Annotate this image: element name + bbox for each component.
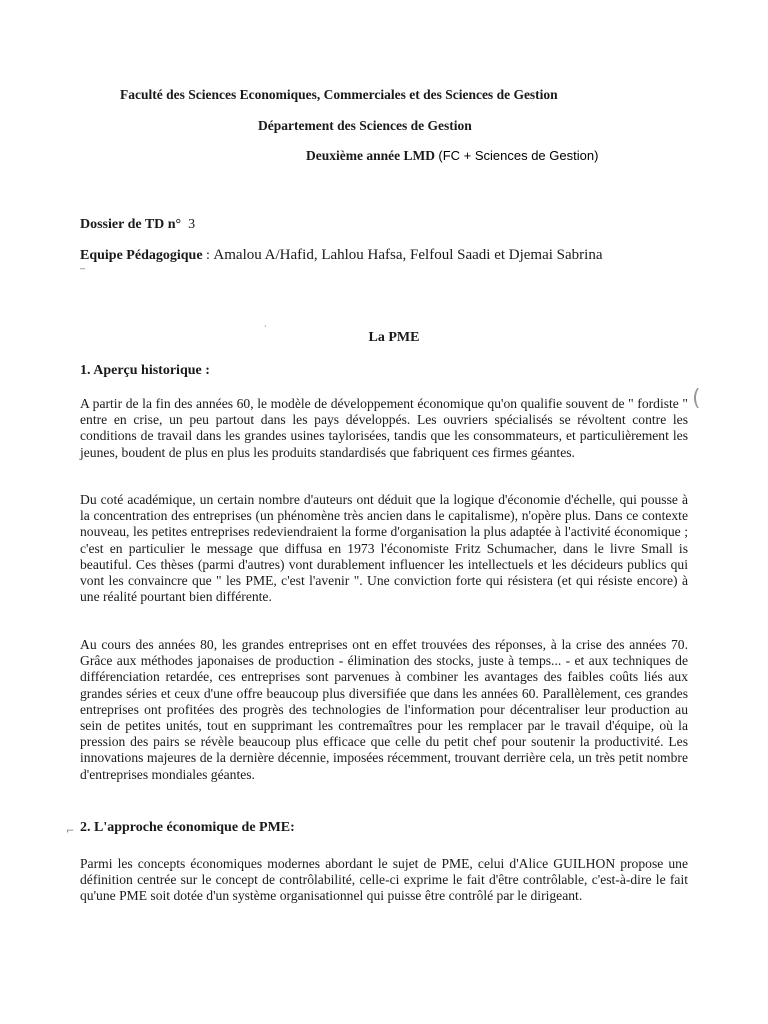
dossier-line [80,217,195,233]
scan-mark: ⌐ [66,826,75,837]
section-2-paragraph-1: Parmi les concepts économiques modernes abordant le sujet de PME, celui d'Alice GUILHON propose une définition centrée sur le concept de contrôlabilité, celle-ci exprime le fait d'être contrôlable, c'est-à-dire le fait qu'une PME soit dotée d'un système organisationnel qui puisse être contrôlé par le dirigeant. [80,856,688,904]
team-separator: : [206,248,210,263]
dossier-label: Dossier de TD n° [80,217,182,232]
department-heading: Département des Sciences de Gestion [258,118,472,133]
year-programme: (FC + Sciences de Gestion) [438,148,599,163]
section-1-paragraph-1: A partir de la fin des années 60, le modèle de développement économique qu'on qualifie souvent de " fordiste " entre en crise, un peu partout dans les pays développés. Les ouvriers spécialisés se révoltent contre les conditions de travail dans les grandes usines taylorisées, tandis que les consommateurs, et particulièrement les jeunes, boudent de plus en plus les produits standardisés que fabriquent ces firmes géantes. [80,396,688,460]
year-label: Deuxième année LMD [306,148,435,163]
margin-bracket: ( [692,386,701,411]
section-1-heading: 1. Aperçu historique : [80,363,210,378]
section-1-paragraph-2: Du coté académique, un certain nombre d'auteurs ont déduit que la logique d'économie d'échelle, qui pousse à la concentration des entreprises (un phénomène très ancien dans le capitalisme), n'opère plus. Dans ce contexte nouveau, les petites entreprises redeviendraient la forme d'organisation la plus adaptée à l'activité économique ; c'est en particulier le message que diffusa en 1973 l'économiste Fritz Schumacher, dans le livre Small is beautiful. Ces thèses (parmi d'autres) vont durablement influencer les intellectuels et les décideurs publics qui vont les convaincre que " les PME, c'est l'avenir ". Une conviction forte qui résistera (et qui résiste encore) à une réalité pourtant bien différente. [80,492,688,605]
scan-dot: · [264,322,267,332]
faculty-heading: Faculté des Sciences Economiques, Commerciales et des Sciences de Gestion [120,87,558,102]
team-line [80,247,603,264]
team-label: Equipe Pédagogique [80,248,203,263]
section-2-heading: 2. L'approche économique de PME: [80,820,295,835]
section-1-paragraph-3: Au cours des années 80, les grandes entreprises ont en effet trouvées des réponses, à la crise des années 70. Grâce aux méthodes japonaises de production - élimination des stocks, juste à temps... - et aux techniques de différenciation retardée, ces entreprises sont parvenues à combiner les avantages des faibles coûts liés aux grandes séries et ceux d'une offre beaucoup plus diversifiée que dans les années 60. Parallèlement, ces grandes entreprises ont profitées des progrès des technologies de l'information pour décentraliser leur production au sein de petites unités, tout en supprimant les contremaîtres pour les remplacer par le travail d'équipe, où la pression des pairs se révèle beaucoup plus efficace que celle du petit chef pour soutenir la productivité. Les innovations majeures de la dernière décennie, imposées récemment, trouvant derrière cela, un très petit nombre d'entreprises mondiales géantes. [80,637,688,782]
document-title: La PME [368,330,420,345]
dossier-number: 3 [188,217,196,232]
team-names: Amalou A/Hafid, Lahlou Hafsa, Felfoul Saadi et Djemai Sabrina [213,247,603,263]
year-heading [306,148,598,164]
scan-mark: ‾ [80,268,85,279]
